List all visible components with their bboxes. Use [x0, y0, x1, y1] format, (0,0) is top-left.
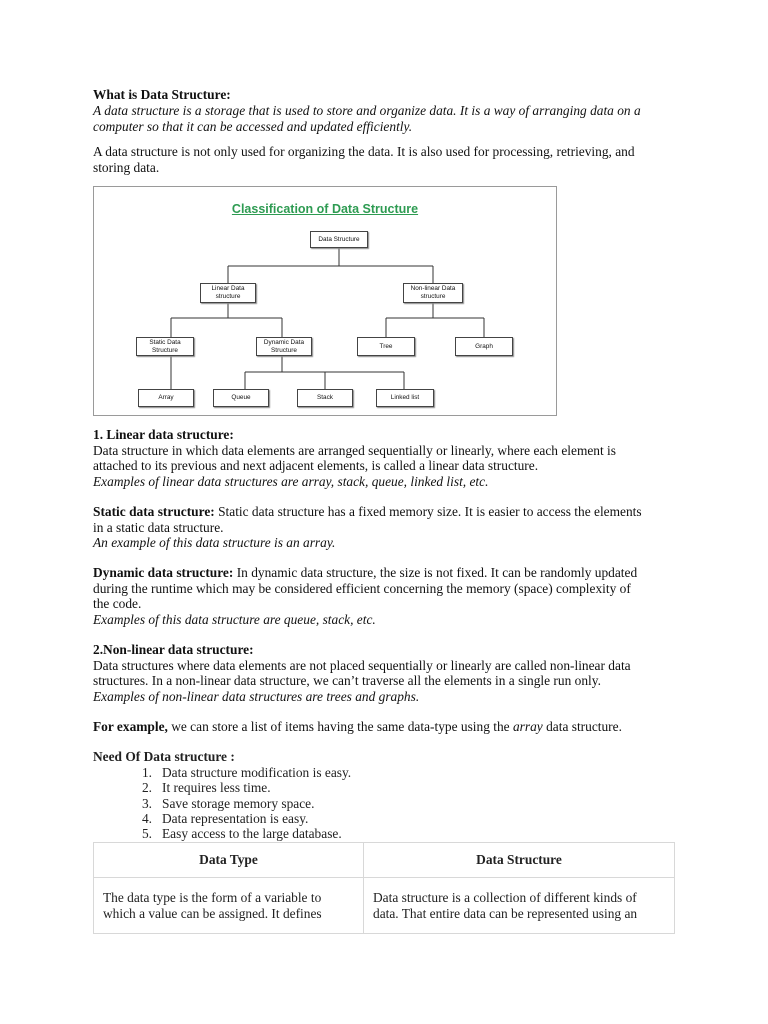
list-text: Easy access to the large database. [162, 826, 342, 842]
node-label: Graph [475, 342, 493, 350]
table-header: Data Structure [364, 843, 675, 878]
node-label: Array [158, 394, 174, 402]
node-label: Tree [379, 342, 393, 350]
dynamic-line [93, 565, 637, 581]
dynamic-line: during the runtime which may be considered efficient concerning the memory (space) complexity of [93, 580, 631, 596]
dynamic-label: Dynamic data structure: [93, 565, 234, 580]
list-text: It requires less time. [162, 780, 271, 796]
node-stack [297, 389, 353, 407]
list-number: 5. [141, 826, 152, 842]
static-text: Static data structure has a fixed memory size. It is easier to access the elements [214, 504, 642, 519]
definition-line: A data structure is a storage that is used to store and organize data. It is a way of arranging data on a [93, 103, 641, 118]
node-queue [213, 389, 269, 407]
table-cell [364, 878, 675, 934]
dynamic-example: Examples of this data structure are queue, stack, etc. [93, 611, 376, 627]
intro-definition [93, 103, 641, 134]
table-header: Data Type [94, 843, 364, 878]
node-linear [200, 283, 256, 303]
node-nonlinear [403, 283, 463, 303]
example-label: For example, [93, 719, 168, 734]
node-label: Queue [231, 394, 251, 402]
node-array [138, 389, 194, 407]
static-section [93, 504, 642, 551]
diagram-title: Classification of Data Structure [231, 202, 419, 216]
definition-line: computer so that it can be accessed and updated efficiently. [93, 118, 413, 134]
table-cell [94, 878, 364, 934]
cell-line: data. That entire data can be represented using an [373, 906, 638, 921]
example-line [93, 719, 622, 735]
list-number: 1. [141, 765, 152, 780]
intro-heading: What is Data Structure: [93, 87, 231, 102]
node-data-structure [310, 231, 368, 248]
node-label: Stack [317, 394, 333, 402]
example-text-end: data structure. [542, 719, 622, 734]
node-label: structure [420, 293, 446, 300]
nonlinear-heading: 2.Non-linear data structure: [93, 642, 254, 657]
classification-diagram [93, 186, 557, 416]
node-label: Data Structure [318, 235, 360, 243]
list-number: 2. [141, 780, 152, 796]
dynamic-line: the code. [93, 596, 142, 612]
nonlinear-line: Data structures where data elements are not placed sequentially or linearly are called non-linear data [93, 657, 631, 673]
example-section [93, 719, 622, 735]
node-linked-list [376, 389, 434, 407]
node-dynamic [256, 337, 312, 356]
node-label: Structure [152, 346, 178, 354]
linear-line: attached to its previous and next adjacent elements, is called a linear data structure. [93, 458, 539, 474]
diagram-connectors [94, 187, 556, 415]
static-example: An example of this data structure is an array. [93, 535, 336, 551]
static-label: Static data structure: [93, 504, 215, 519]
list-text: Save storage memory space. [162, 795, 315, 811]
static-line [93, 504, 642, 520]
list-text: Data representation is easy. [162, 810, 309, 826]
comparison-table [93, 842, 675, 934]
node-label: Linear Data [211, 285, 245, 293]
static-line: in a static data structure. [93, 519, 224, 535]
linear-examples: Examples of linear data structures are array, stack, queue, linked list, etc. [93, 473, 489, 489]
example-text: we can store a list of items having the same data-type using the [167, 719, 513, 734]
dynamic-text: In dynamic data structure, the size is not fixed. It can be randomly updated [233, 565, 638, 580]
nonlinear-examples: Examples of non-linear data structures are trees and graphs. [93, 688, 420, 704]
linear-line: Data structure in which data elements are arranged sequentially or linearly, where each element is [93, 442, 616, 458]
node-label: Linked list [390, 394, 420, 402]
nonlinear-line: structures. In a non-linear data structure, we can’t traverse all the elements in a single run only. [93, 673, 601, 689]
paragraph-line: storing data. [93, 159, 160, 175]
list-number: 4. [141, 810, 152, 826]
list-text: Data structure modification is easy. [162, 765, 352, 780]
node-label: Structure [271, 346, 297, 354]
cell-line: Data structure is a collection of different kinds of [373, 890, 637, 905]
table-header-row [94, 843, 675, 878]
node-label: Non-linear Data [410, 285, 456, 293]
node-label: Dynamic Data [263, 338, 305, 346]
nonlinear-section [93, 642, 631, 704]
cell-line: The data type is the form of a variable to [103, 890, 322, 905]
need-heading: Need Of Data structure : [93, 749, 235, 764]
linear-section [93, 427, 616, 489]
node-graph [455, 337, 513, 356]
linear-heading: 1. Linear data structure: [93, 427, 234, 442]
cell-line: which a value can be assigned. It defines [103, 906, 322, 921]
table-row [94, 878, 675, 934]
list-number: 3. [141, 795, 152, 811]
node-label: Static Data [149, 338, 181, 346]
node-tree [357, 337, 415, 356]
node-label: structure [215, 293, 241, 300]
example-array-word: array [512, 719, 543, 734]
intro-paragraph [93, 144, 635, 175]
dynamic-section [93, 565, 637, 627]
node-static [136, 337, 194, 356]
paragraph-line: A data structure is not only used for organizing the data. It is also used for processing, retrieving, and [93, 144, 635, 159]
